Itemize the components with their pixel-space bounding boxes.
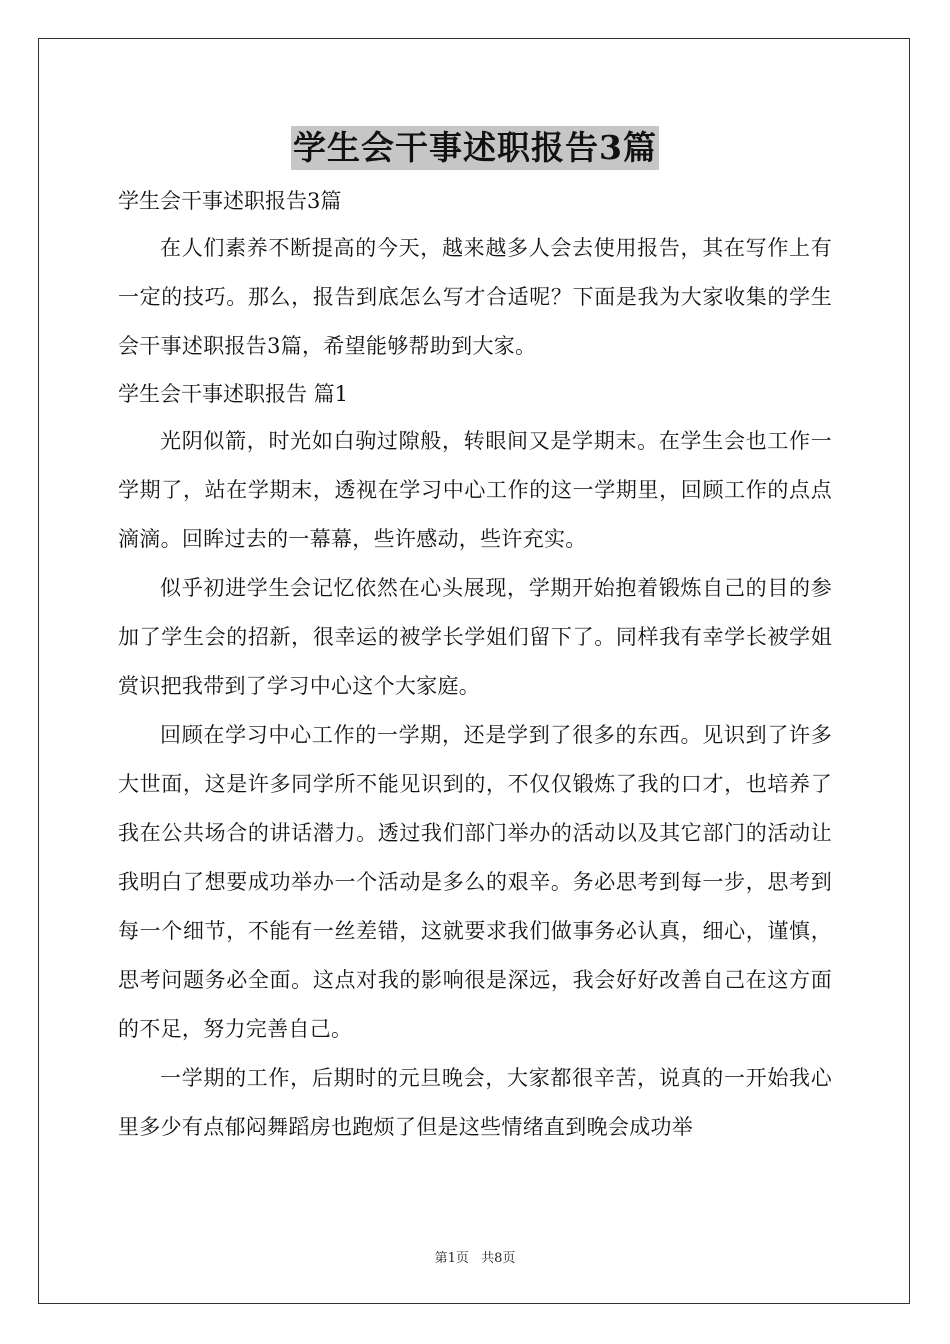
body-paragraph: 似乎初进学生会记忆依然在心头展现，学期开始抱着锻炼自己的目的参加了学生会的招新，很幸运的被学长学姐们留下了。同样我有幸学长被学姐赏识把我带到了学习中心这个大家庭。 bbox=[118, 576, 832, 698]
document-body bbox=[118, 178, 832, 1152]
document-title: 学生会干事述职报告3篇 bbox=[291, 126, 659, 170]
intro-paragraph: 在人们素养不断提高的今天，越来越多人会去使用报告，其在写作上有一定的技巧。那么，报告到底怎么写才合适呢？下面是我为大家收集的学生会干事述职报告3篇，希望能够帮助到大家。 bbox=[118, 236, 832, 358]
document-subtitle: 学生会干事述职报告3篇 bbox=[118, 189, 342, 213]
body-paragraph: 回顾在学习中心工作的一学期，还是学到了很多的东西。见识到了许多大世面，这是许多同学所不能见识到的，不仅仅锻炼了我的口才，也培养了我在公共场合的讲话潜力。透过我们部门举办的活动以及其它部门的活动让我明白了想要成功举办一个活动是多么的艰辛。务必思考到每一步，思考到每一个细节，不能有一丝差错，这就要求我们做事务必认真，细心，谨慎，思考问题务必全面。这点对我的影响很是深远，我会好好改善自己在这方面的不足，努力完善自己。 bbox=[118, 723, 832, 1041]
total-pages: 共8页 bbox=[481, 1251, 516, 1266]
body-paragraph: 一学期的工作，后期时的元旦晚会，大家都很辛苦，说真的一开始我心里多少有点郁闷舞蹈房也跑烦了但是这些情绪直到晚会成功举 bbox=[118, 1066, 832, 1139]
page-footer bbox=[0, 1247, 950, 1266]
page-number: 第1页 bbox=[434, 1251, 469, 1266]
body-paragraph: 光阴似箭，时光如白驹过隙般，转眼间又是学期末。在学生会也工作一学期了，站在学期末，透视在学习中心工作的这一学期里，回顾工作的点点滴滴。回眸过去的一幕幕，些许感动，些许充实。 bbox=[118, 429, 832, 551]
title-container bbox=[0, 126, 950, 170]
section-heading: 学生会干事述职报告 篇1 bbox=[118, 382, 349, 406]
